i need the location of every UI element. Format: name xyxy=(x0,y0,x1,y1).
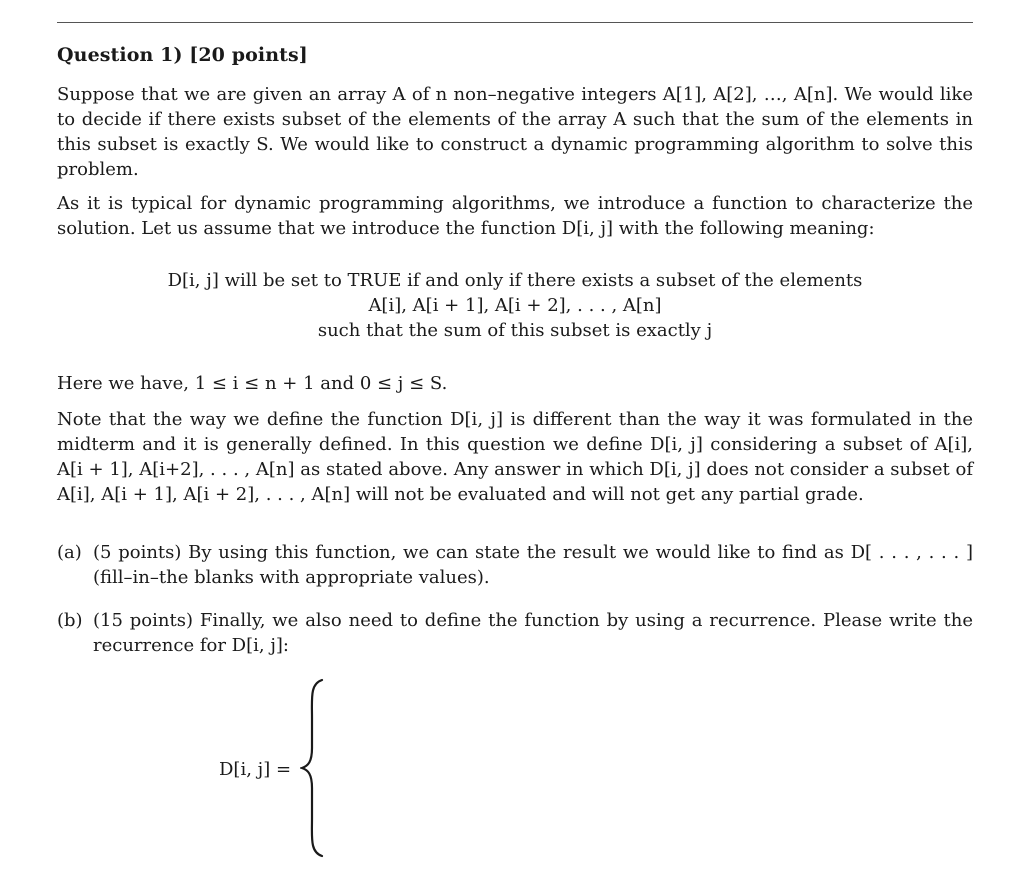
definition-line-1: D[i, j] will be set to TRUE if and only if there exists a subset of the elements xyxy=(167,270,863,291)
range-paragraph: Here we have, 1 ≤ i ≤ n + 1 and 0 ≤ j ≤ S. xyxy=(57,373,448,394)
part-a xyxy=(57,540,973,590)
definition-line-2: A[i], A[i + 1], A[i + 2], . . . , A[n] xyxy=(368,295,662,316)
document-page xyxy=(57,0,973,871)
left-brace-icon xyxy=(300,678,330,858)
function-intro-paragraph: As it is typical for dynamic programming algorithms, we introduce a function to characterize the solution. Let us assume that we introduce the function D[i, j] with the following meaning: xyxy=(57,193,973,239)
part-b-text: (15 points) Finally, we also need to define the function by using a recurrence. Please write the recurrence for D[i, j]: xyxy=(93,610,973,656)
part-b-label: (b) xyxy=(57,610,83,631)
top-rule xyxy=(57,22,973,23)
part-a-text: (5 points) By using this function, we can state the result we would like to find as D[ . . . , . . . ] (fill–in–the blanks with appropriate values). xyxy=(93,542,973,588)
intro-paragraph: Suppose that we are given an array A of n non–negative integers A[1], A[2], …, A[n]. We would like to decide if there exists subset of the elements of the array A such that the sum of the elements in this subset is exactly S. We would like to construct a dynamic programming algorithm to solve this problem. xyxy=(57,84,973,180)
part-a-label: (a) xyxy=(57,542,82,563)
recurrence-lhs: D[i, j] = xyxy=(219,759,292,780)
definition-line-3: such that the sum of this subset is exactly j xyxy=(317,320,713,341)
question-title: Question 1) [20 points] xyxy=(57,44,308,66)
note-paragraph: Note that the way we define the function D[i, j] is different than the way it was formulated in the midterm and it is generally defined. In this question we define D[i, j] considering a subset of A[i], A[i + 1], A[i+2], . . . , A[n] as stated above. Any answer in which D[i, j] does not consider a subset of A[i], A[i + 1], A[i + 2], . . . , A[n] will not be evaluated and will not get any partial grade. xyxy=(57,409,973,505)
part-b xyxy=(57,608,973,658)
